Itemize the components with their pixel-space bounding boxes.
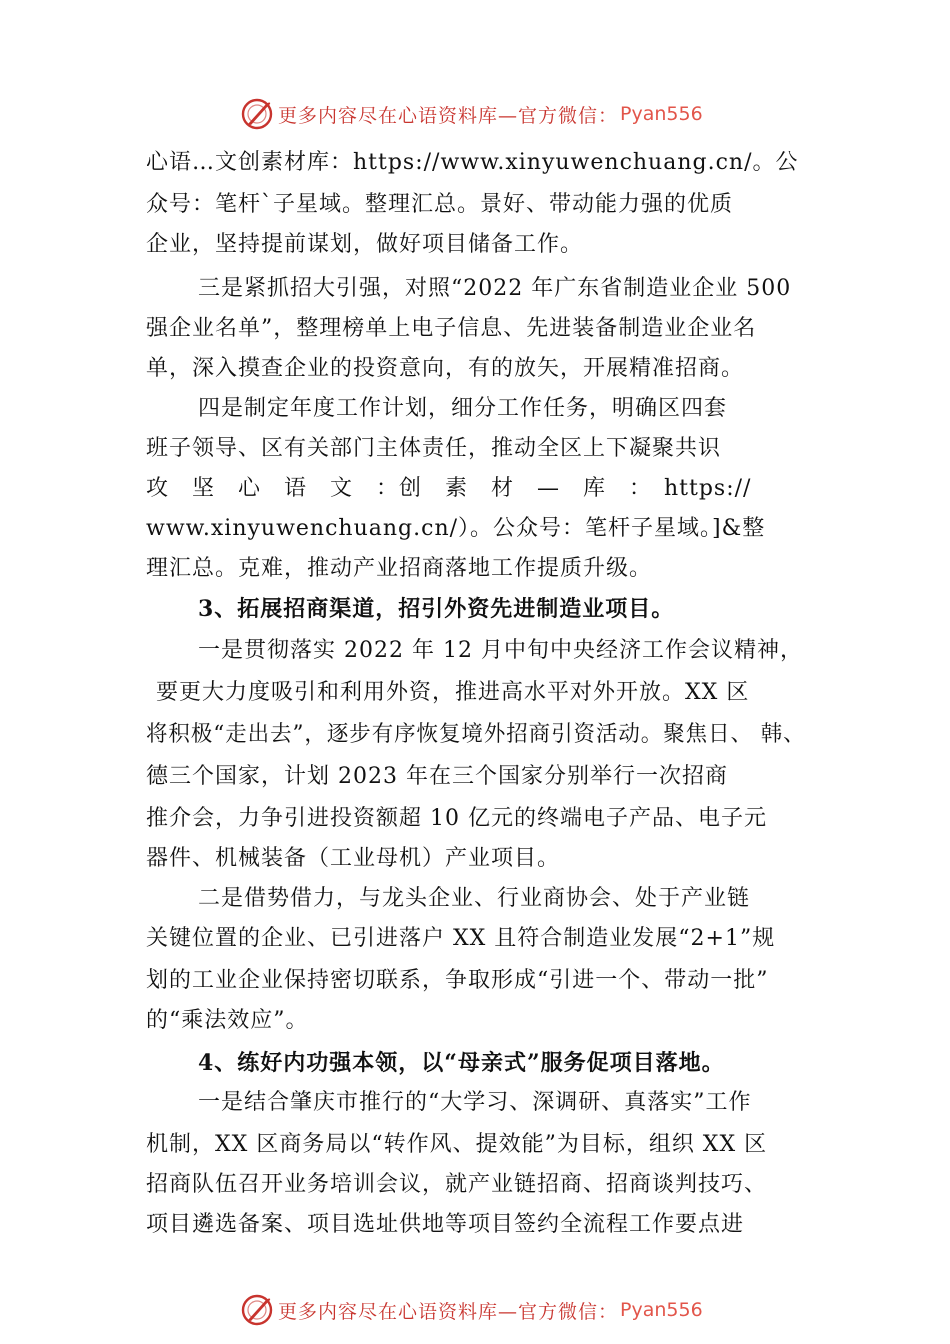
- body-line: 二是借势借力，与龙头企业、行业商协会、处于产业链: [198, 886, 751, 911]
- body-line: 德三个国家，计划 2023 年在三个国家分别举行一次招商: [146, 764, 728, 789]
- banner-promo-text: 更多内容尽在心语资料库—官方微信：: [278, 104, 619, 127]
- body-line: 机制，XX 区商务局以“转作风、提效能”为目标，组织 XX 区: [146, 1132, 768, 1157]
- body-line: 器件、机械装备（工业母机）产业项目。: [146, 846, 561, 871]
- section-heading: 3、拓展招商渠道，招引外资先进制造业项目。: [198, 596, 675, 622]
- body-line: 将积极“走出去”，逐步有序恢复境外招商引资活动。聚焦日、 韩、: [146, 722, 806, 747]
- body-line: 一是结合肇庆市推行的“大学习、深调研、真落实”工作: [198, 1090, 752, 1115]
- body-line: 要更大力度吸引和利用外资，推进高水平对外开放。XX 区: [156, 680, 750, 705]
- banner-promo-text: 更多内容尽在心语资料库—官方微信：: [278, 1300, 619, 1323]
- body-line: 推介会，力争引进投资额超 10 亿元的终端电子产品、电子元: [146, 806, 767, 831]
- body-line: 四是制定年度工作计划，细分工作任务，明确区四套: [198, 396, 728, 421]
- body-line: 班子领导、区有关部门主体责任，推动全区上下凝聚共识: [146, 436, 722, 461]
- body-line: 强企业名单”，整理榜单上电子信息、先进装备制造业企业名: [146, 316, 757, 341]
- body-line: 心语…文创素材库：https://www.xinyuwenchuang.cn/。公: [146, 150, 799, 175]
- footer-banner: [240, 1290, 760, 1330]
- body-line: 的“乘法效应”。: [146, 1008, 309, 1033]
- body-line: 三是紧抓招大引强，对照“2022 年广东省制造业企业 500: [198, 276, 792, 301]
- body-line: www.xinyuwenchuang.cn/）。公众号：笔杆子星域。]&整: [146, 516, 766, 541]
- body-line: 理汇总。克难，推动产业招商落地工作提质升级。: [146, 556, 653, 581]
- body-line: 众号：笔杆`子星域。整理汇总。景好、带动能力强的优质: [146, 192, 734, 217]
- body-line: 一是贯彻落实 2022 年 12 月中旬中央经济工作会议精神，: [198, 638, 803, 663]
- section-heading: 4、练好内功强本领，以“母亲式”服务促项目落地。: [198, 1050, 725, 1076]
- body-line: 攻 坚 心 语 文 ：创 素 材 — 库 ： https://: [146, 476, 752, 501]
- body-line: 关键位置的企业、已引进落户 XX 且符合制造业发展“2+1”规: [146, 926, 776, 951]
- quill-logo-icon: [240, 1293, 274, 1327]
- quill-logo-icon: [240, 97, 274, 131]
- body-line: 企业，坚持提前谋划，做好项目储备工作。: [146, 232, 584, 257]
- banner-wechat-id: Pyan556: [620, 1299, 703, 1321]
- body-line: 划的工业企业保持密切联系，争取形成“引进一个、带动一批”: [146, 968, 769, 993]
- banner-wechat-id: Pyan556: [620, 103, 703, 125]
- body-line: 项目遴选备案、项目选址供地等项目签约全流程工作要点进: [146, 1212, 745, 1237]
- body-line: 招商队伍召开业务培训会议，就产业链招商、招商谈判技巧、: [146, 1172, 768, 1197]
- header-banner: [240, 94, 760, 134]
- body-line: 单，深入摸查企业的投资意向，有的放矢，开展精准招商。: [146, 356, 745, 381]
